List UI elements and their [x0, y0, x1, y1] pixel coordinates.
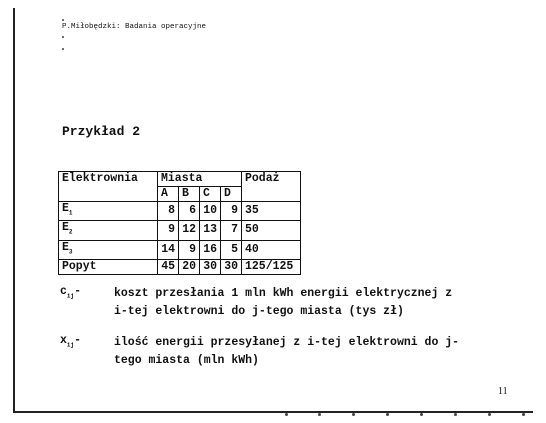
example-title: Przykład 2: [62, 124, 141, 139]
footer-dot: [420, 413, 423, 416]
left-border: [13, 8, 15, 413]
total-cell: 125/125: [242, 259, 301, 274]
demand-label: Popyt: [59, 259, 158, 274]
demand-cell: 30: [200, 259, 221, 274]
footer-dot: [488, 413, 491, 416]
table-row: [59, 221, 301, 240]
col-header-power-plant: Elektrownia: [59, 172, 158, 202]
demand-cell: 45: [158, 259, 179, 274]
definition-symbol: $x_{ij}-$: [60, 334, 82, 349]
footer-dot: [285, 413, 288, 416]
footer-dot: [352, 413, 355, 416]
cost-cell: 8: [158, 202, 179, 221]
definition-text: koszt przesłania 1 mln kWh energii elektrycznej z i-tej elektrowni do j-tego miasta (tys zł): [114, 287, 453, 318]
supply-cell: 35: [242, 202, 301, 221]
cost-cell: 14: [158, 240, 179, 259]
cost-cell: 9: [221, 202, 242, 221]
group-header-cities: Miasta: [158, 172, 242, 187]
cost-cell: 9: [179, 240, 200, 259]
definition-symbol: $c_{ij}-$: [60, 285, 82, 300]
transport-table: [58, 171, 301, 275]
table-row: [59, 202, 301, 221]
page-number: 11: [498, 386, 508, 397]
city-header: B: [179, 187, 200, 202]
supply-cell: 40: [242, 240, 301, 259]
footer-dot: [386, 413, 389, 416]
cost-cell: 12: [179, 221, 200, 240]
cost-cell: 16: [200, 240, 221, 259]
city-header: A: [158, 187, 179, 202]
table-row-demand: [59, 259, 301, 274]
footer-dot: [522, 413, 525, 416]
footer-dot: [454, 413, 457, 416]
bullet-dot: [62, 19, 64, 21]
footer-dot: [318, 413, 321, 416]
table-row: [59, 240, 301, 259]
supply-header: Podaż: [242, 172, 301, 202]
row-label: $E_1$: [59, 202, 158, 221]
header-text: P.Miłobędzki: Badania operacyjne: [62, 23, 207, 31]
demand-cell: 20: [179, 259, 200, 274]
row-label: $E_2$: [59, 221, 158, 240]
cost-cell: 9: [158, 221, 179, 240]
demand-cell: 30: [221, 259, 242, 274]
cost-cell: 6: [179, 202, 200, 221]
row-label: $E_3$: [59, 240, 158, 259]
city-header: C: [200, 187, 221, 202]
cost-cell: 7: [221, 221, 242, 240]
cost-cell: 5: [221, 240, 242, 259]
city-header: D: [221, 187, 242, 202]
bullet-dot: [62, 48, 64, 50]
cost-cell: 13: [200, 221, 221, 240]
supply-cell: 50: [242, 221, 301, 240]
definition-text: ilość energii przesyłanej z i-tej elektrowni do j- tego miasta (mln kWh): [114, 336, 460, 367]
bullet-dot: [62, 36, 64, 38]
cost-cell: 10: [200, 202, 221, 221]
